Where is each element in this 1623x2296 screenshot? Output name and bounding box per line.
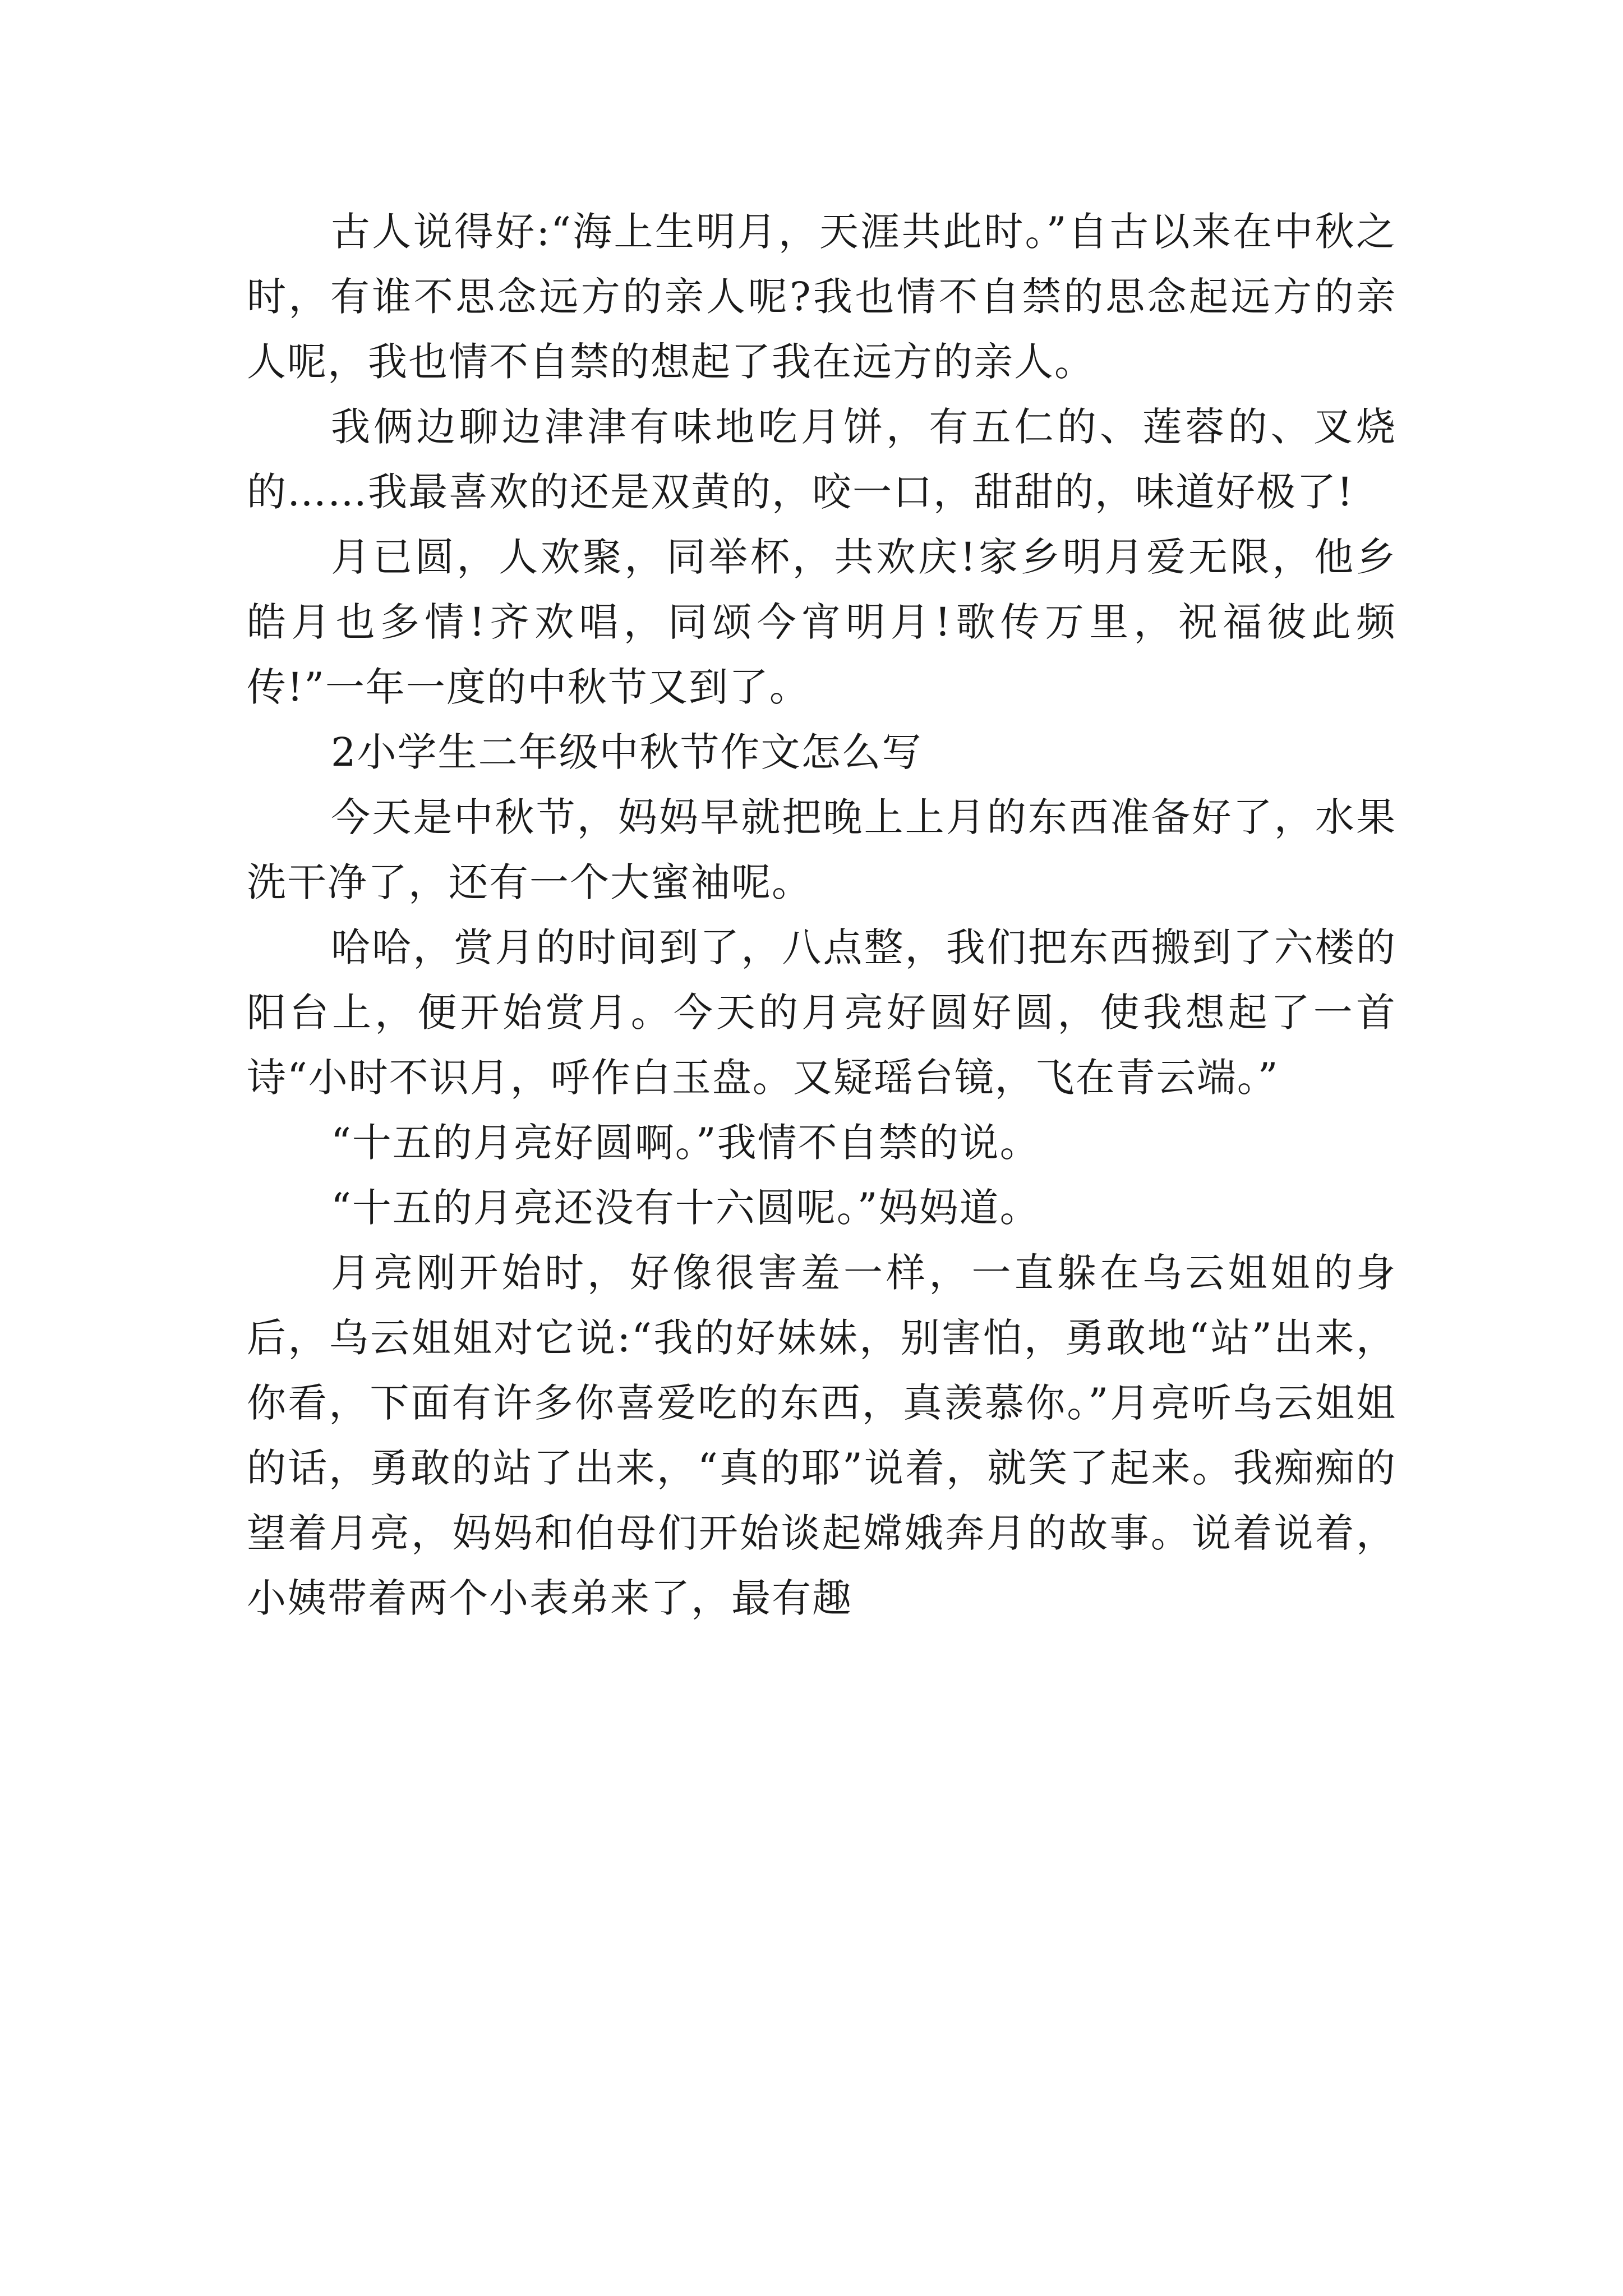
paragraph-3: 月已圆，人欢聚，同举杯，共欢庆!家乡明月爱无限，他乡皓月也多情!齐欢唱，同颂今宵明月!歌传万里，祝福彼此频传!”一年一度的中秋节又到了。 [247, 534, 1396, 710]
section-heading: 2小学生二年级中秋节作文怎么写 [331, 729, 923, 775]
paragraph-1: 古人说得好:“海上生明月，天涯共此时。”自古以来在中秋之时，有谁不思念远方的亲人呢?我也情不自禁的思念起远方的亲人呢，我也情不自禁的想起了我在远方的亲人。 [247, 209, 1396, 385]
document-body [247, 199, 1396, 1631]
paragraph-5: 哈哈，赏月的时间到了，八点整，我们把东西搬到了六楼的阳台上，便开始赏月。今天的月亮好圆好圆，使我想起了一首诗“小时不识月，呼作白玉盘。又疑瑶台镜，飞在青云端。” [247, 924, 1396, 1101]
paragraph-2: 我俩边聊边津津有味地吃月饼，有五仁的、莲蓉的、叉烧的……我最喜欢的还是双黄的，咬一口，甜甜的，味道好极了! [247, 404, 1396, 515]
paragraph-6: “十五的月亮好圆啊。”我情不自禁的说。 [331, 1120, 1040, 1166]
paragraph-8: 月亮刚开始时，好像很害羞一样，一直躲在乌云姐姐的身后，乌云姐姐对它说:“我的好妹妹，别害怕，勇敢地“站”出来，你看，下面有许多你喜爱吃的东西，真羡慕你。”月亮听乌云姐姐的话，勇敢的站了出来，“真的耶”说着，就笑了起来。我痴痴的望着月亮，妈妈和伯母们开始谈起嫦娥奔月的故事。说着说着，小姨带着两个小表弟来了，最有趣 [247, 1250, 1396, 1621]
paragraph-4: 今天是中秋节，妈妈早就把晚上上月的东西准备好了，水果洗干净了，还有一个大蜜袖呢。 [247, 794, 1396, 905]
paragraph-7: “十五的月亮还没有十六圆呢。”妈妈道。 [331, 1185, 1040, 1231]
